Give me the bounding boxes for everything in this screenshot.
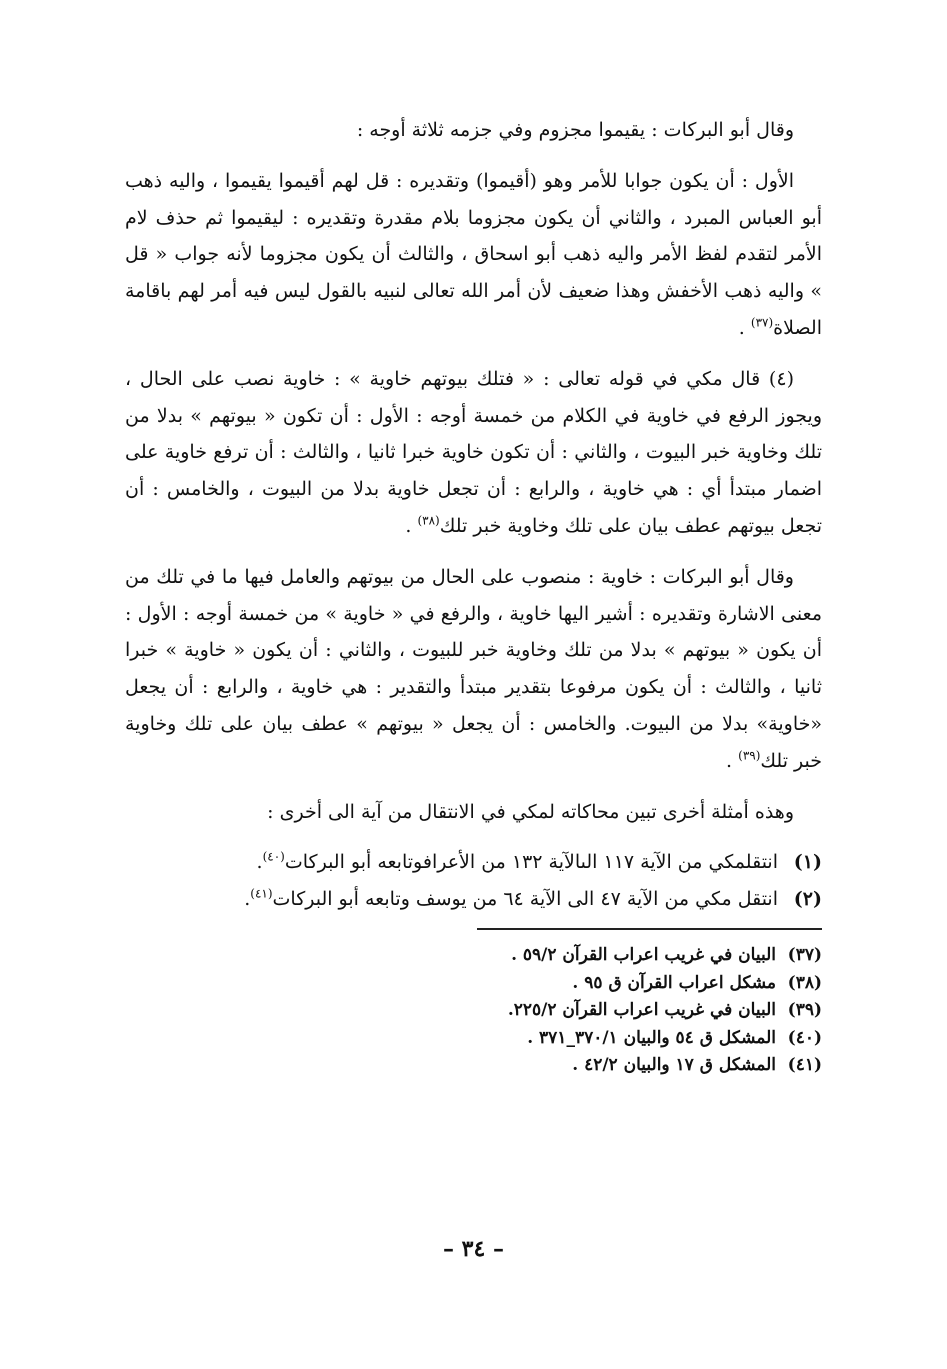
paragraph-5: [125, 794, 822, 831]
footnote-number: (٤١): [787, 1055, 822, 1076]
paragraph-1: [125, 112, 822, 149]
footnotes-list: [125, 942, 822, 1080]
list-item: [125, 844, 822, 881]
paragraph-3-text: (٤) قال مكي في قوله تعالى : « فتلك بيوتهم خاوية » : خاوية نصب على الحال ، ويجوز الرفع في خاوية في الكلام من خمسة أوجه : الأول : أن تكون « بيوتهم » بدلا من تلك وخاوية خبر البيوت ، والثاني : أن تكون خاوية خبرا ثانيا ، والثالث : أن ترفع خاوية على اضمار مبتدأ أي : هي خاوية ، والرابع : أن تجعل خاوية بدلا من البيوت ، والخامس : أن تجعل بيوتهم عطف بيان على تلك وخاوية خبر تلك: [125, 367, 822, 537]
footnote-item: [125, 1025, 822, 1053]
list-item-body: انتقل مكي من الآية ٤٧ الى الآية ٦٤ من يوسف وتابعه أبو البركات: [272, 888, 778, 911]
paragraph-3: [125, 361, 822, 545]
footnote-divider: [477, 928, 822, 930]
footnote-text: المشكل ق ٥٤ والبيان ٣٧٠/١_٣٧١ .: [527, 1027, 776, 1048]
footnote-ref-41[interactable]: (٤١): [250, 887, 273, 902]
list-item-text: [257, 844, 778, 881]
footnote-ref-40[interactable]: (٤٠): [262, 850, 285, 865]
list-item-number: (١): [793, 851, 822, 874]
paragraph-4-text: وقال أبو البركات : خاوية : منصوب على الحال من بيوتهم والعامل فيها ما في تلك من معنى الاشارة وتقديره : أشير اليها خاوية ، والرفع في « خاوية » من خمسة أوجه : الأول : أن يكون « بيوتهم » بدلا من تلك وخاوية خبر للبيوت ، والثاني : أن يكون « خاوية » خبرا ثانيا ، والثالث : أن يكون مرفوعا بتقدير مبتدأ والتقدير : هي خاوية ، والرابع : أن يجعل «خاوية» بدلا من البيوت. والخامس : أن يجعل « بيوتهم » عطف بيان على تلك وخاوية خبر تلك: [125, 565, 822, 772]
paragraph-4-tail: .: [726, 749, 739, 772]
paragraph-4: [125, 559, 822, 780]
list-item-text: [244, 881, 778, 918]
page-body: [125, 112, 822, 1080]
footnote-text: البيان في غريب اعراب القرآن ٥٩/٢ .: [511, 945, 776, 966]
footnote-text: البيان في غريب اعراب القرآن ٢٢٥/٢.: [507, 1000, 776, 1021]
examples-list: [125, 844, 822, 918]
footnote-number: (٣٩): [787, 1000, 822, 1021]
footnote-number: (٤٠): [787, 1027, 822, 1048]
footnote-item: [125, 942, 822, 970]
paragraph-3-tail: .: [405, 514, 418, 537]
paragraph-2: [125, 163, 822, 347]
paragraph-2-text: الأول : أن يكون جوابا للأمر وهو (أقيموا) وتقديره : قل لهم أقيموا يقيموا ، واليه ذهب أبو العباس المبرد ، والثاني أن يكون مجزوما بلام مقدرة وتقديره : ليقيموا ثم حذف لام الأمر لتقدم لفظ الأمر واليه ذهب أبو اسحاق ، والثالث أن يكون مجزوما لأنه جواب « قل » واليه ذهب الأخفش وهذا ضعيف لأن أمر الله تعالى لنبيه بالقول ليس فيه أمر لهم باقامة الصلاة: [125, 169, 822, 339]
list-item-number: (٢): [793, 888, 822, 911]
list-item-tail: .: [244, 888, 251, 911]
footnote-text: مشكل اعراب القرآن ق ٩٥ .: [572, 972, 776, 993]
paragraph-2-tail: .: [738, 316, 751, 339]
list-item-tail: .: [256, 851, 263, 874]
footnote-number: (٣٨): [787, 972, 822, 993]
list-item: [125, 881, 822, 918]
footnote-item: [125, 1052, 822, 1080]
footnote-item: [125, 970, 822, 998]
footnote-ref-37[interactable]: (٣٧): [750, 315, 774, 330]
footnote-ref-38[interactable]: (٣٨): [417, 513, 440, 528]
footnote-item: [125, 997, 822, 1025]
page-number: – ٣٤ –: [443, 1236, 504, 1262]
footnote-ref-39[interactable]: (٣٩): [738, 748, 761, 763]
footnote-text: المشكل ق ١٧ والبيان ٤٢/٢ .: [572, 1055, 776, 1076]
paragraph-5-text: وهذه أمثلة أخرى تبين محاكاته لمكي في الانتقال من آية الى أخرى :: [267, 800, 794, 823]
list-item-body: انتقلمكي من الآية ١١٧ الىالآية ١٣٢ من الأعرافوتابعه أبو البركات: [284, 851, 778, 874]
paragraph-1-text: وقال أبو البركات : يقيموا مجزوم وفي جزمه ثلاثة أوجه :: [356, 119, 794, 141]
footnote-number: (٣٧): [787, 945, 822, 966]
